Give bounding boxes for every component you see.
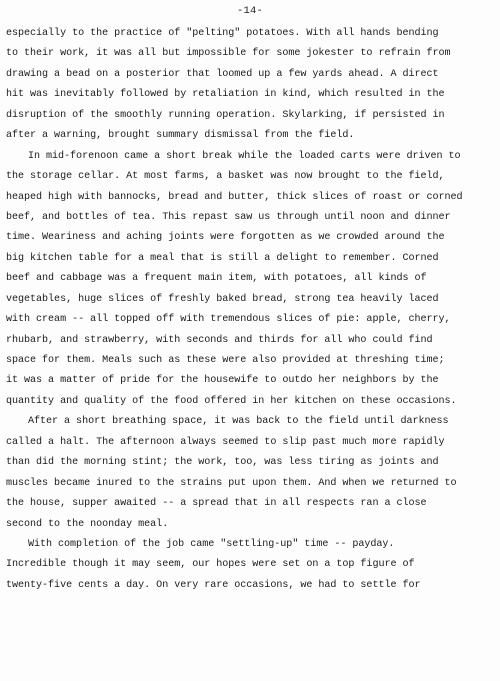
text-line: vegetables, huge slices of freshly baked bread, strong tea heavily laced: [6, 293, 439, 305]
text-line: twenty-five cents a day. On very rare occasions, we had to settle for: [6, 579, 421, 591]
text-line: the storage cellar. At most farms, a basket was now brought to the field,: [6, 171, 445, 183]
paragraph-start-line: With completion of the job came "settling-up" time -- payday.: [28, 538, 395, 550]
page-number: -14-: [236, 5, 263, 17]
text-line: disruption of the smoothly running operation. Skylarking, if persisted in: [6, 109, 445, 121]
text-line: big kitchen table for a meal that is still a delight to remember. Corned: [6, 252, 439, 264]
text-line: time. Weariness and aching joints were forgotten as we crowded around the: [6, 232, 445, 244]
text-line: space for them. Meals such as these were also provided at threshing time;: [6, 355, 445, 366]
paragraph-start-line: After a short breathing space, it was back to the field until darkness: [28, 416, 449, 428]
text-line: second to the noonday meal.: [6, 518, 169, 530]
text-line: especially to the practice of "pelting" potatoes. With all hands bending: [6, 28, 439, 39]
text-line: rhubarb, and strawberry, with seconds and thirds for all who could find: [6, 334, 433, 346]
text-line: than did the morning stint; the work, too, was less tiring as joints and: [6, 457, 439, 469]
text-line: beef and cabbage was a frequent main item, with potatoes, all kinds of: [6, 273, 427, 285]
text-body: [6, 24, 498, 596]
paragraph-start-line: In mid-forenoon came a short break while the loaded carts were driven to: [28, 150, 461, 162]
text-line: drawing a bead on a posterior that loomed up a few yards ahead. A direct: [6, 68, 439, 80]
text-line: heaped high with bannocks, bread and butter, thick slices of roast or corned: [6, 191, 463, 203]
text-line: after a warning, brought summary dismissal from the field.: [6, 130, 355, 142]
text-line: quantity and quality of the food offered in her kitchen on these occasions.: [6, 395, 457, 407]
text-line: called a halt. The afternoon always seemed to slip past much more rapidly: [6, 436, 445, 448]
text-line: with cream -- all topped off with tremendous slices of pie: apple, cherry,: [6, 314, 451, 326]
text-line: the house, supper awaited -- a spread that in all respects ran a close: [6, 498, 427, 510]
text-line: muscles became inured to the strains put upon them. And when we returned to: [6, 477, 457, 489]
text-line: beef, and bottles of tea. This repast saw us through until noon and dinner: [6, 211, 451, 223]
text-line: it was a matter of pride for the housewife to outdo her neighbors by the: [6, 375, 439, 387]
text-line: to their work, it was all but impossible for some jokester to refrain from: [6, 48, 451, 60]
text-line: Incredible though it may seem, our hopes were set on a top figure of: [6, 559, 415, 571]
text-line: hit was inevitably followed by retaliation in kind, which resulted in the: [6, 89, 445, 101]
